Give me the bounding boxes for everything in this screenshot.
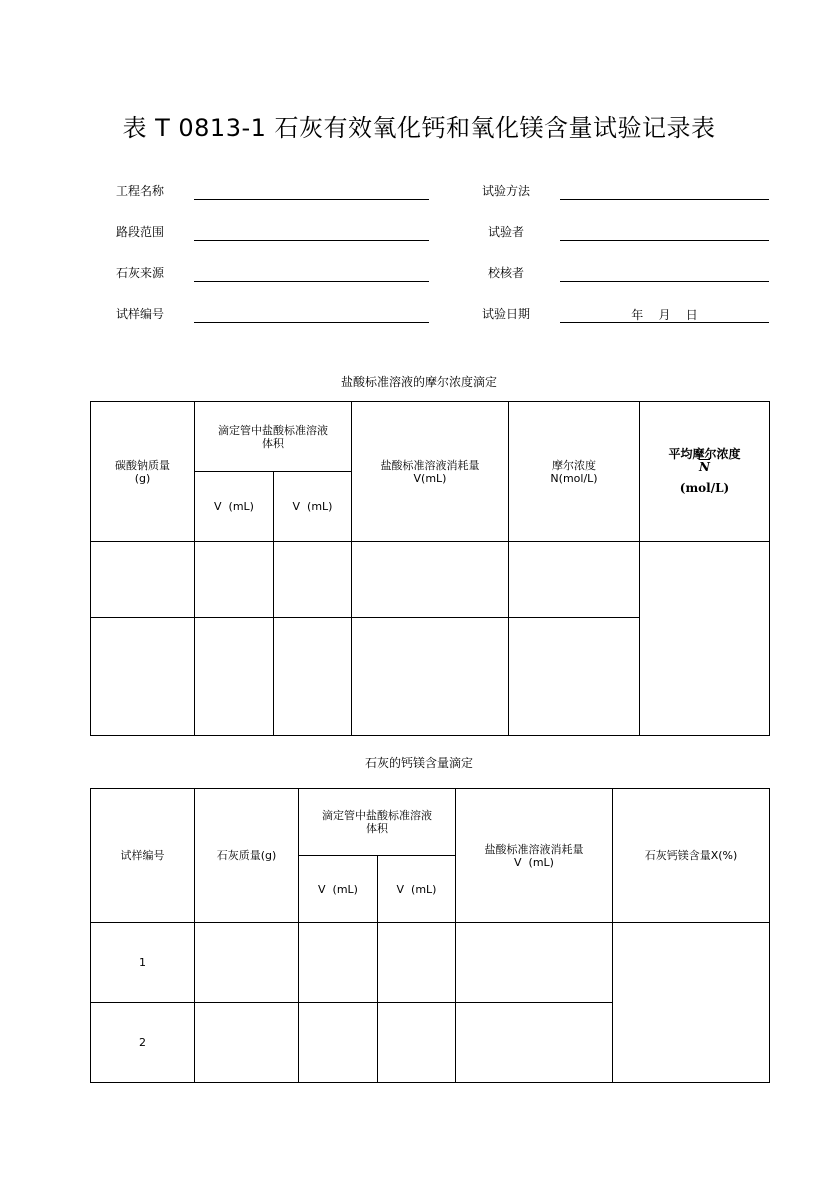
- checker-label: 校核者: [488, 266, 525, 280]
- t2-col-lime-mass: 石灰质量(g): [216, 849, 277, 862]
- t2-r1-lime-mass[interactable]: [195, 923, 298, 1002]
- t2-r1-consumed[interactable]: [456, 923, 612, 1002]
- t1-col-avg: 平均摩尔浓度 $\overline{N}$ (mol/L): [668, 447, 741, 495]
- t1-r1-mass[interactable]: [91, 542, 194, 617]
- test-method-label: 试验方法: [482, 184, 531, 198]
- sample-no-label: 试样编号: [116, 307, 165, 321]
- tester-label: 试验者: [488, 225, 525, 239]
- lime-source-label: 石灰来源: [116, 266, 165, 280]
- n-bar-symbol: $\overline{N}$: [699, 460, 710, 474]
- test-date-label: 试验日期: [482, 307, 531, 321]
- t1-r1-molar[interactable]: [509, 542, 639, 617]
- t2-r2-v1[interactable]: [299, 1003, 377, 1082]
- page-title: 表 T 0813-1 石灰有效氧化钙和氧化镁含量试验记录表: [122, 114, 716, 142]
- table2-caption: 石灰的钙镁含量滴定: [364, 756, 473, 770]
- t2-col-sample: 试样编号: [120, 849, 165, 862]
- t1-r2-v1[interactable]: [195, 618, 273, 735]
- t1-col-mass: 碳酸钠质量 (g): [115, 458, 170, 485]
- road-section-label: 路段范围: [116, 225, 165, 239]
- t2-r2-v2[interactable]: [378, 1003, 455, 1082]
- t1-col-molar: 摩尔浓度 N(mol/L): [550, 458, 598, 485]
- t1-r2-v2[interactable]: [274, 618, 351, 735]
- t1-r1-consumed[interactable]: [352, 542, 508, 617]
- t1-col-burette: 滴定管中盐酸标准溶液 体积: [218, 423, 328, 450]
- t1-r1-v2[interactable]: [274, 542, 351, 617]
- t2-r2-lime-mass[interactable]: [195, 1003, 298, 1082]
- t2-sub-v2: V (mL): [396, 882, 437, 896]
- t2-col-burette: 滴定管中盐酸标准溶液 体积: [322, 809, 432, 835]
- t2-sub-v1: V (mL): [318, 882, 358, 896]
- t1-col-consumed: 盐酸标准溶液消耗量 V(mL): [380, 458, 480, 485]
- t2-col-consumed: 盐酸标准溶液消耗量 V (mL): [484, 842, 584, 869]
- t2-r2-sample: 2: [139, 1036, 146, 1049]
- t1-r2-consumed[interactable]: [352, 618, 508, 735]
- t1-avg-value[interactable]: [640, 542, 769, 735]
- test-date-field[interactable]: 年 月 日: [560, 308, 769, 323]
- t2-col-content: 石灰钙镁含量X(%): [644, 849, 738, 862]
- t2-r1-v1[interactable]: [299, 923, 377, 1002]
- t2-r1-sample: 1: [139, 956, 146, 969]
- t1-r2-mass[interactable]: [91, 618, 194, 735]
- t1-r1-v1[interactable]: [195, 542, 273, 617]
- t1-sub-v2: V (mL): [292, 500, 333, 513]
- table1-caption: 盐酸标准溶液的摩尔浓度滴定: [340, 375, 497, 389]
- t2-r1-v2[interactable]: [378, 923, 455, 1002]
- t1-sub-v1: V (mL): [214, 500, 254, 513]
- t1-r2-molar[interactable]: [509, 618, 639, 735]
- project-name-label: 工程名称: [116, 184, 165, 198]
- t2-content-value[interactable]: [613, 923, 769, 1082]
- t2-r2-consumed[interactable]: [456, 1003, 612, 1082]
